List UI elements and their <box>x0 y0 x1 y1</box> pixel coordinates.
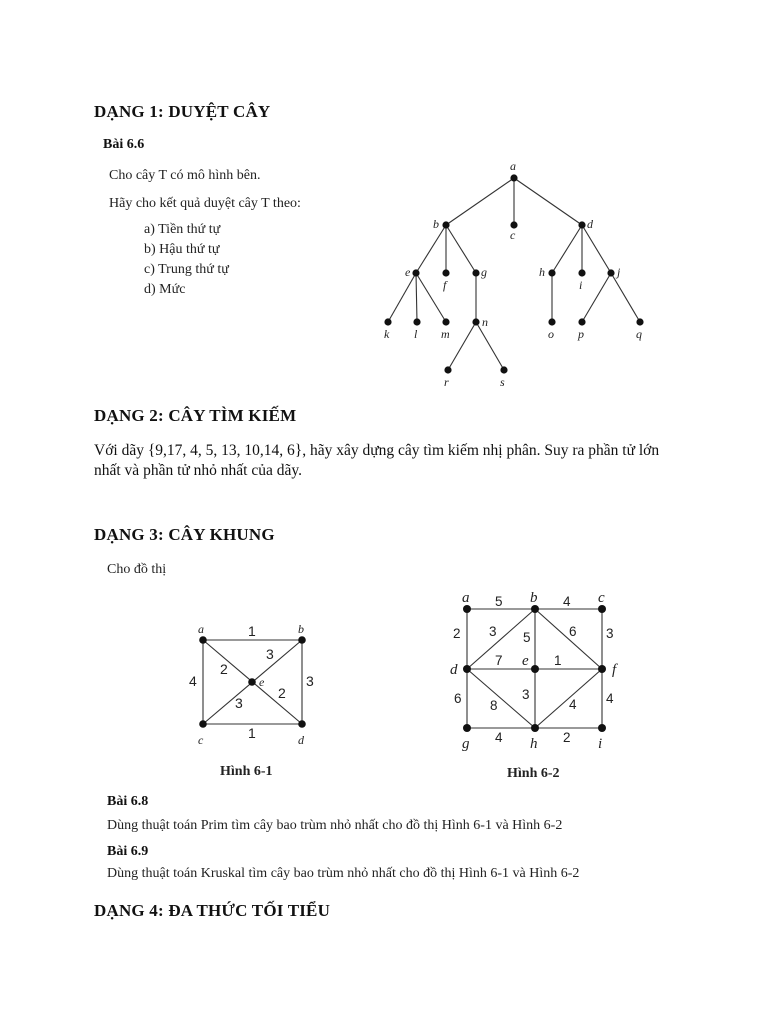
exercise-6-6-intro: Cho cây T có mô hình bên. <box>109 168 261 183</box>
g2-node-h <box>531 724 539 732</box>
figure-6-2-caption: Hình 6-2 <box>507 766 560 781</box>
g2-weight-ef: 1 <box>554 653 562 668</box>
g1-label-a: a <box>198 622 204 636</box>
g1-weight-de: 2 <box>278 685 286 701</box>
g1-label-d: d <box>298 733 304 747</box>
g2-weight-dg: 6 <box>454 691 462 706</box>
g2-label-f: f <box>612 662 617 678</box>
g2-label-b: b <box>530 590 538 606</box>
g1-weight-ac: 4 <box>189 673 197 689</box>
g2-weight-hf: 4 <box>569 697 577 712</box>
g1-label-b: b <box>298 622 304 636</box>
exercise-6-9-label: Bài 6.9 <box>107 844 149 859</box>
tree-label-c: c <box>510 228 516 242</box>
g2-node-e <box>531 665 539 673</box>
tree-label-l: l <box>414 327 418 341</box>
exercise-6-8-text: Dùng thuật toán Prim tìm cây bao trùm nhỏ nhất cho đồ thị Hình 6-1 và Hình 6-2 <box>107 818 563 833</box>
tree-label-s: s <box>500 375 505 389</box>
figure-6-1-caption: Hình 6-1 <box>220 764 273 779</box>
g2-label-c: c <box>598 590 605 606</box>
g1-weight-ab: 1 <box>248 623 256 639</box>
g2-label-h: h <box>530 736 538 752</box>
g1-weight-be: 3 <box>266 646 274 662</box>
tree-label-n: n <box>482 315 488 329</box>
g2-node-i <box>598 724 606 732</box>
section3-heading: DẠNG 3: CÂY KHUNG <box>94 525 275 544</box>
g2-weight-gh: 4 <box>495 730 503 745</box>
g2-weight-db: 3 <box>489 624 497 639</box>
tree-label-q: q <box>636 327 642 341</box>
section3-intro: Cho đồ thị <box>107 562 167 577</box>
g2-node-f <box>598 665 606 673</box>
tree-label-g: g <box>481 265 487 279</box>
g2-weight-bf: 6 <box>569 624 577 639</box>
g2-weight-fi: 4 <box>606 691 614 706</box>
section4-heading: DẠNG 4: ĐA THỨC TỐI TIỂU <box>94 901 331 920</box>
option-a: a) Tiền thứ tự <box>144 222 221 237</box>
section1-heading: DẠNG 1: DUYỆT CÂY <box>94 102 271 121</box>
tree-label-e: e <box>405 265 411 279</box>
g2-label-g: g <box>462 736 470 752</box>
g2-weight-hi: 2 <box>563 730 571 745</box>
g1-label-e: e <box>259 675 265 689</box>
g2-node-c <box>598 605 606 613</box>
tree-label-m: m <box>441 327 450 341</box>
option-b: b) Hậu thứ tự <box>144 242 220 257</box>
tree-label-r: r <box>444 375 449 389</box>
section2-paragraph: Với dãy {9,17, 4, 5, 13, 10,14, 6}, hãy xây dựng cây tìm kiếm nhị phân. Suy ra phần tử lớn nhất và phần tử nhỏ nhất của dãy. <box>94 442 660 479</box>
g2-weight-cf: 3 <box>606 626 614 641</box>
g1-label-c: c <box>198 733 204 747</box>
g2-label-i: i <box>598 736 603 752</box>
tree-label-a: a <box>510 159 516 173</box>
exercise-6-9-text: Dùng thuật toán Kruskal tìm cây bao trùm nhỏ nhất cho đồ thị Hình 6-1 và Hình 6-2 <box>107 866 580 881</box>
g1-weight-bd: 3 <box>306 673 314 689</box>
tree-label-p: p <box>578 327 584 341</box>
tree-label-f: f <box>443 278 447 292</box>
g2-node-b <box>531 605 539 613</box>
g2-weight-eh: 3 <box>522 687 530 702</box>
g1-weight-ae: 2 <box>220 661 228 677</box>
tree-label-b: b <box>433 217 439 231</box>
g2-weight-de: 7 <box>495 653 503 668</box>
g2-weight-ad: 2 <box>453 626 461 641</box>
g2-weight-dh: 8 <box>490 698 498 713</box>
exercise-6-6-question: Hãy cho kết quả duyệt cây T theo: <box>109 196 301 211</box>
g2-label-d: d <box>450 662 458 678</box>
tree-label-h: h <box>539 265 545 279</box>
g1-weight-cd: 1 <box>248 725 256 741</box>
g2-node-d <box>463 665 471 673</box>
section2-heading: DẠNG 2: CÂY TÌM KIẾM <box>94 406 297 425</box>
option-c: c) Trung thứ tự <box>144 262 229 277</box>
g2-node-g <box>463 724 471 732</box>
exercise-6-8-label: Bài 6.8 <box>107 794 149 809</box>
tree-label-i: i <box>579 278 583 292</box>
g2-weight-ab: 5 <box>495 594 503 609</box>
exercise-6-6-label: Bài 6.6 <box>103 137 145 152</box>
tree-label-k: k <box>384 327 390 341</box>
g2-label-e: e <box>522 653 529 669</box>
tree-label-d: d <box>587 217 593 231</box>
g2-node-a <box>463 605 471 613</box>
g2-weight-be: 5 <box>523 630 531 645</box>
tree-label-j: j <box>617 265 621 279</box>
g2-label-a: a <box>462 590 470 606</box>
option-d: d) Mức <box>144 282 186 297</box>
tree-label-o: o <box>548 327 554 341</box>
g1-weight-ce: 3 <box>235 695 243 711</box>
g2-weight-bc: 4 <box>563 594 571 609</box>
